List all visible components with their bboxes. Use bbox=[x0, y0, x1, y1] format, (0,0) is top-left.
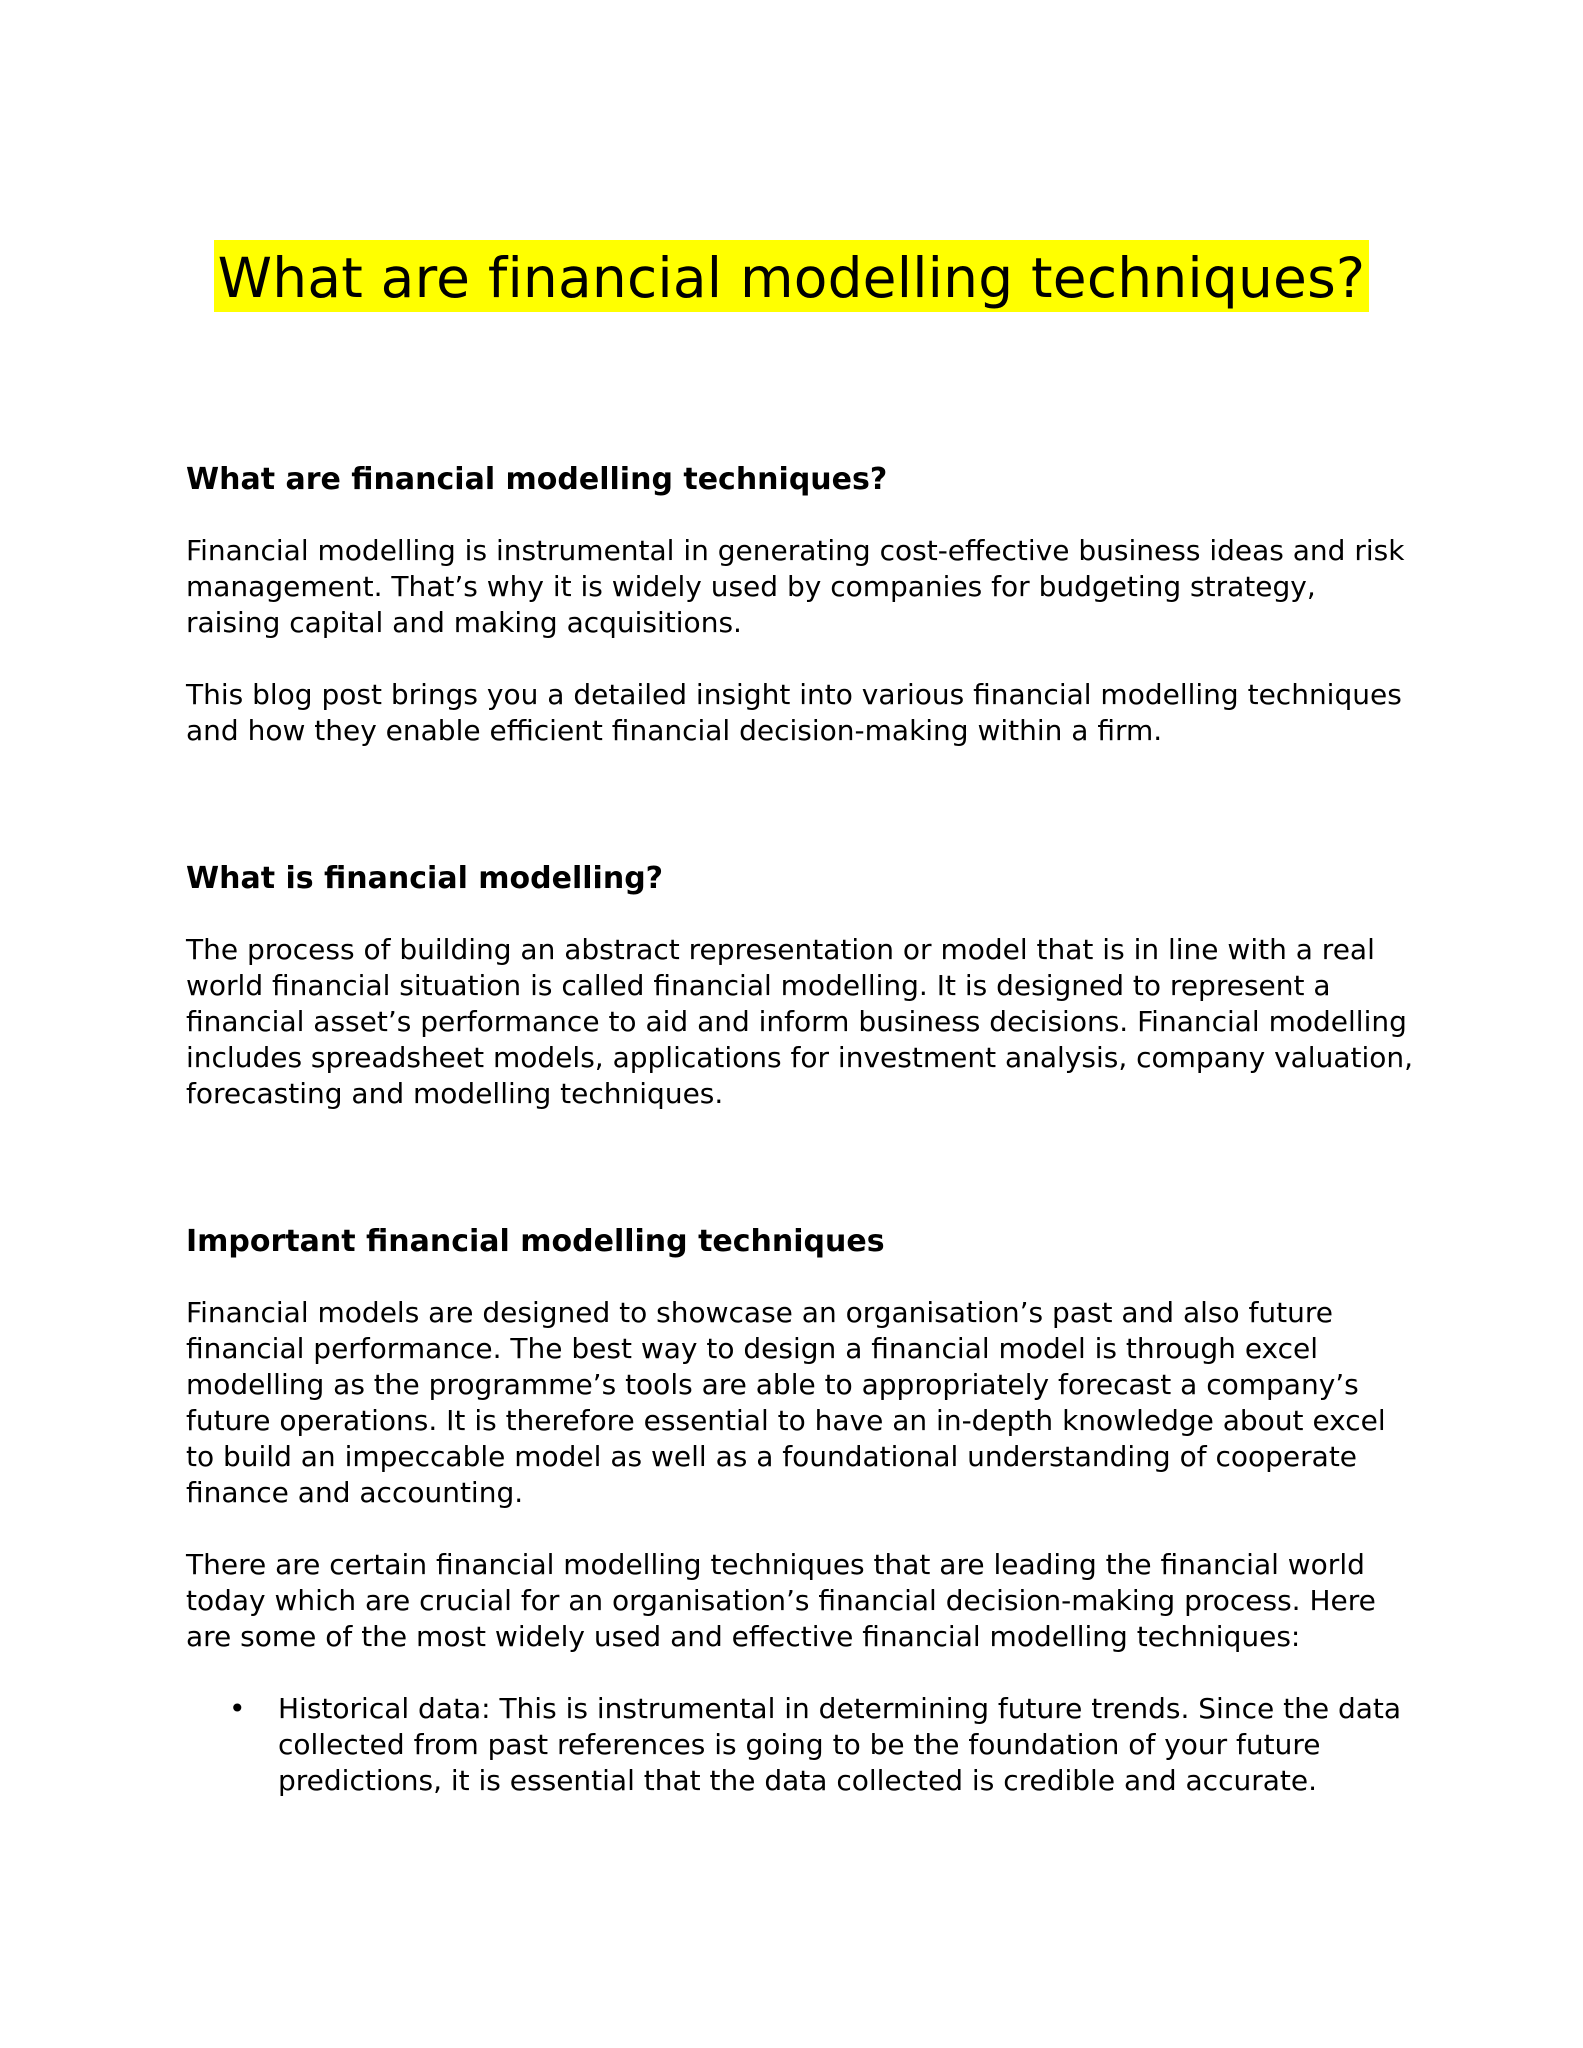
paragraph: The process of building an abstract representation or model that is in line with a real world financial situation is called financial modelling. It is designed to represent a financial asset’s performance to aid and inform business decisions. Financial modelling includes spreadsheet models, applications for investment analysis, company valuation, forecasting and modelling techniques. bbox=[186, 933, 1414, 1110]
section-heading: Important financial modelling techniques bbox=[186, 1224, 885, 1259]
paragraph: Financial models are designed to showcase an organisation’s past and also future financial performance. The best way to design a financial model is through excel modelling as the programme’s tools are able to appropriately forecast a company’s future operations. It is therefore essential to have an in-depth knowledge about excel to build an impeccable model as well as a foundational understanding of cooperate finance and accounting. bbox=[186, 1296, 1386, 1509]
paragraph: Financial modelling is instrumental in generating cost-effective business ideas and risk management. That’s why it is widely used by companies for budgeting strategy, raising capital and making acquisitions. bbox=[186, 534, 1405, 639]
list-item-text: Historical data: This is instrumental in determining future trends. Since the data collected from past references is going to be the foundation of your future predictions, it is essential that the data collected is credible and accurate. bbox=[278, 1692, 1402, 1797]
bullet-list bbox=[186, 1691, 1416, 1799]
paragraph: This blog post brings you a detailed insight into various financial modelling techniques and how they enable efficient financial decision-making within a firm. bbox=[186, 678, 1402, 747]
title-container bbox=[0, 240, 1583, 312]
list-item bbox=[186, 1691, 1416, 1799]
section-heading: What are financial modelling techniques? bbox=[186, 462, 888, 497]
paragraph: There are certain financial modelling techniques that are leading the financial world today which are crucial for an organisation’s financial decision-making process. Here are some of the most widely used and effective financial modelling techniques: bbox=[186, 1548, 1376, 1653]
bullet-icon: • bbox=[229, 1692, 246, 1725]
document-body bbox=[186, 460, 1416, 1799]
section-heading: What is financial modelling? bbox=[186, 861, 664, 896]
document-title: What are financial modelling techniques? bbox=[214, 240, 1370, 312]
